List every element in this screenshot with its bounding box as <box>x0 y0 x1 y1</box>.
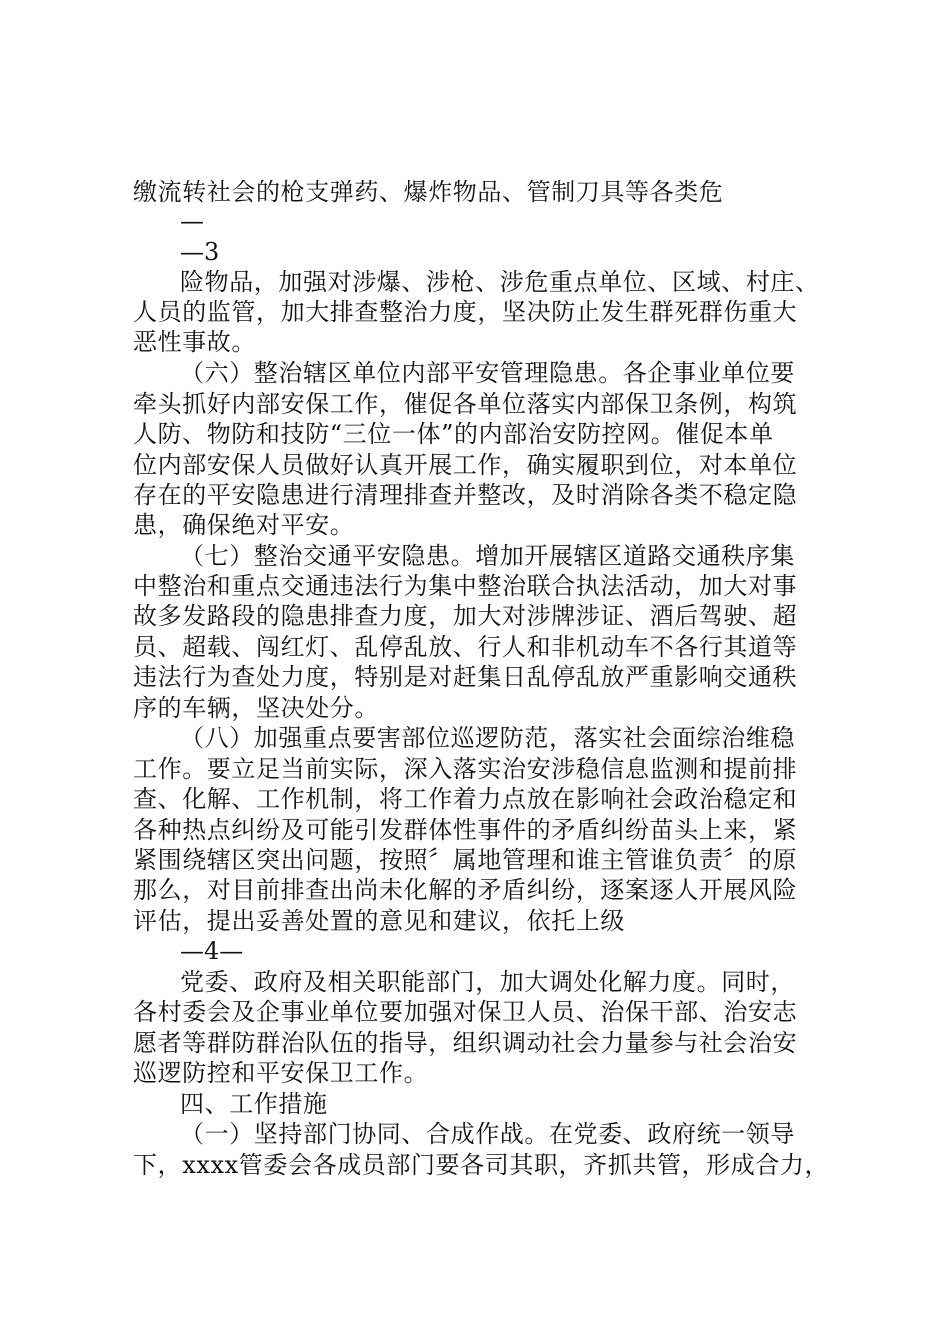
text-line: 员、超载、闯红灯、乱停乱放、行人和非机动车不各行其道等 <box>133 633 798 661</box>
text-line: 各村委会及企事业单位要加强对保卫人员、治保干部、治安志 <box>133 998 798 1026</box>
text-line: 下，xxxx管委会各成员部门要各司其职，齐抓共管，形成合力， <box>133 1151 830 1179</box>
text-line: 愿者等群防群治队伍的指导，组织调动社会力量参与社会治安 <box>133 1029 798 1057</box>
text-line: （一）坚持部门协同、合成作战。在党委、政府统一领导 <box>180 1120 795 1148</box>
text-line: （八）加强重点要害部位巡逻防范，落实社会面综治维稳 <box>180 724 795 752</box>
text-line: 评估，提出妥善处置的意见和建议，依托上级 <box>133 907 625 935</box>
page-number: —4— <box>180 937 244 965</box>
text-line: 违法行为查处力度，特别是对赶集日乱停乱放严重影响交通秩 <box>133 663 798 691</box>
text-line: 位内部安保人员做好认真开展工作，确实履职到位，对本单位 <box>133 451 798 479</box>
text-line: 工作。要立足当前实际，深入落实治安涉稳信息监测和提前排 <box>133 755 798 783</box>
text-line: 巡逻防控和平安保卫工作。 <box>133 1059 429 1087</box>
section-heading: 四、工作措施 <box>180 1090 328 1118</box>
text-line: 人防、物防和技防“三位一体”的内部治安防控网。催促本单 <box>133 420 774 448</box>
text-line: 那么，对目前排查出尚未化解的矛盾纠纷，逐案逐人开展风险 <box>133 876 798 904</box>
text-line: 党委、政府及相关职能部门，加大调处化解力度。同时， <box>180 968 795 996</box>
text-line: 中整治和重点交通违法行为集中整治联合执法活动，加大对事 <box>133 572 798 600</box>
text-line: 缴流转社会的枪支弹药、爆炸物品、管制刀具等各类危 <box>133 178 724 206</box>
page-number: —3 <box>180 238 220 266</box>
page-number-dash: — <box>180 207 204 235</box>
text-line: 人员的监管，加大排查整治力度，坚决防止发生群死群伤重大 <box>133 298 798 326</box>
text-line: 查、化解、工作机制，将工作着力点放在影响社会政治稳定和 <box>133 785 798 813</box>
text-line: 存在的平安隐患进行清理排查并整改，及时消除各类不稳定隐 <box>133 481 798 509</box>
text-line: 各种热点纠纷及可能引发群体性事件的矛盾纠纷苗头上来，紧 <box>133 816 798 844</box>
text-line: 序的车辆，坚决处分。 <box>133 694 379 722</box>
text-line: 牵头抓好内部安保工作，催促各单位落实内部保卫条例，构筑 <box>133 390 798 418</box>
text-line: （六）整治辖区单位内部平安管理隐患。各企事业单位要 <box>180 359 795 387</box>
text-line: 故多发路段的隐患排查力度，加大对涉牌涉证、酒后驾驶、超 <box>133 602 798 630</box>
text-line: 紧围绕辖区突出问题，按照〞属地管理和谁主管谁负责〞的原 <box>133 846 798 874</box>
text-line: 险物品，加强对涉爆、涉枪、涉危重点单位、区域、村庄、 <box>180 268 820 296</box>
text-line: 患，确保绝对平安。 <box>133 511 355 539</box>
text-line: （七）整治交通平安隐患。增加开展辖区道路交通秩序集 <box>180 542 795 570</box>
text-line: 恶性事故。 <box>133 328 256 356</box>
